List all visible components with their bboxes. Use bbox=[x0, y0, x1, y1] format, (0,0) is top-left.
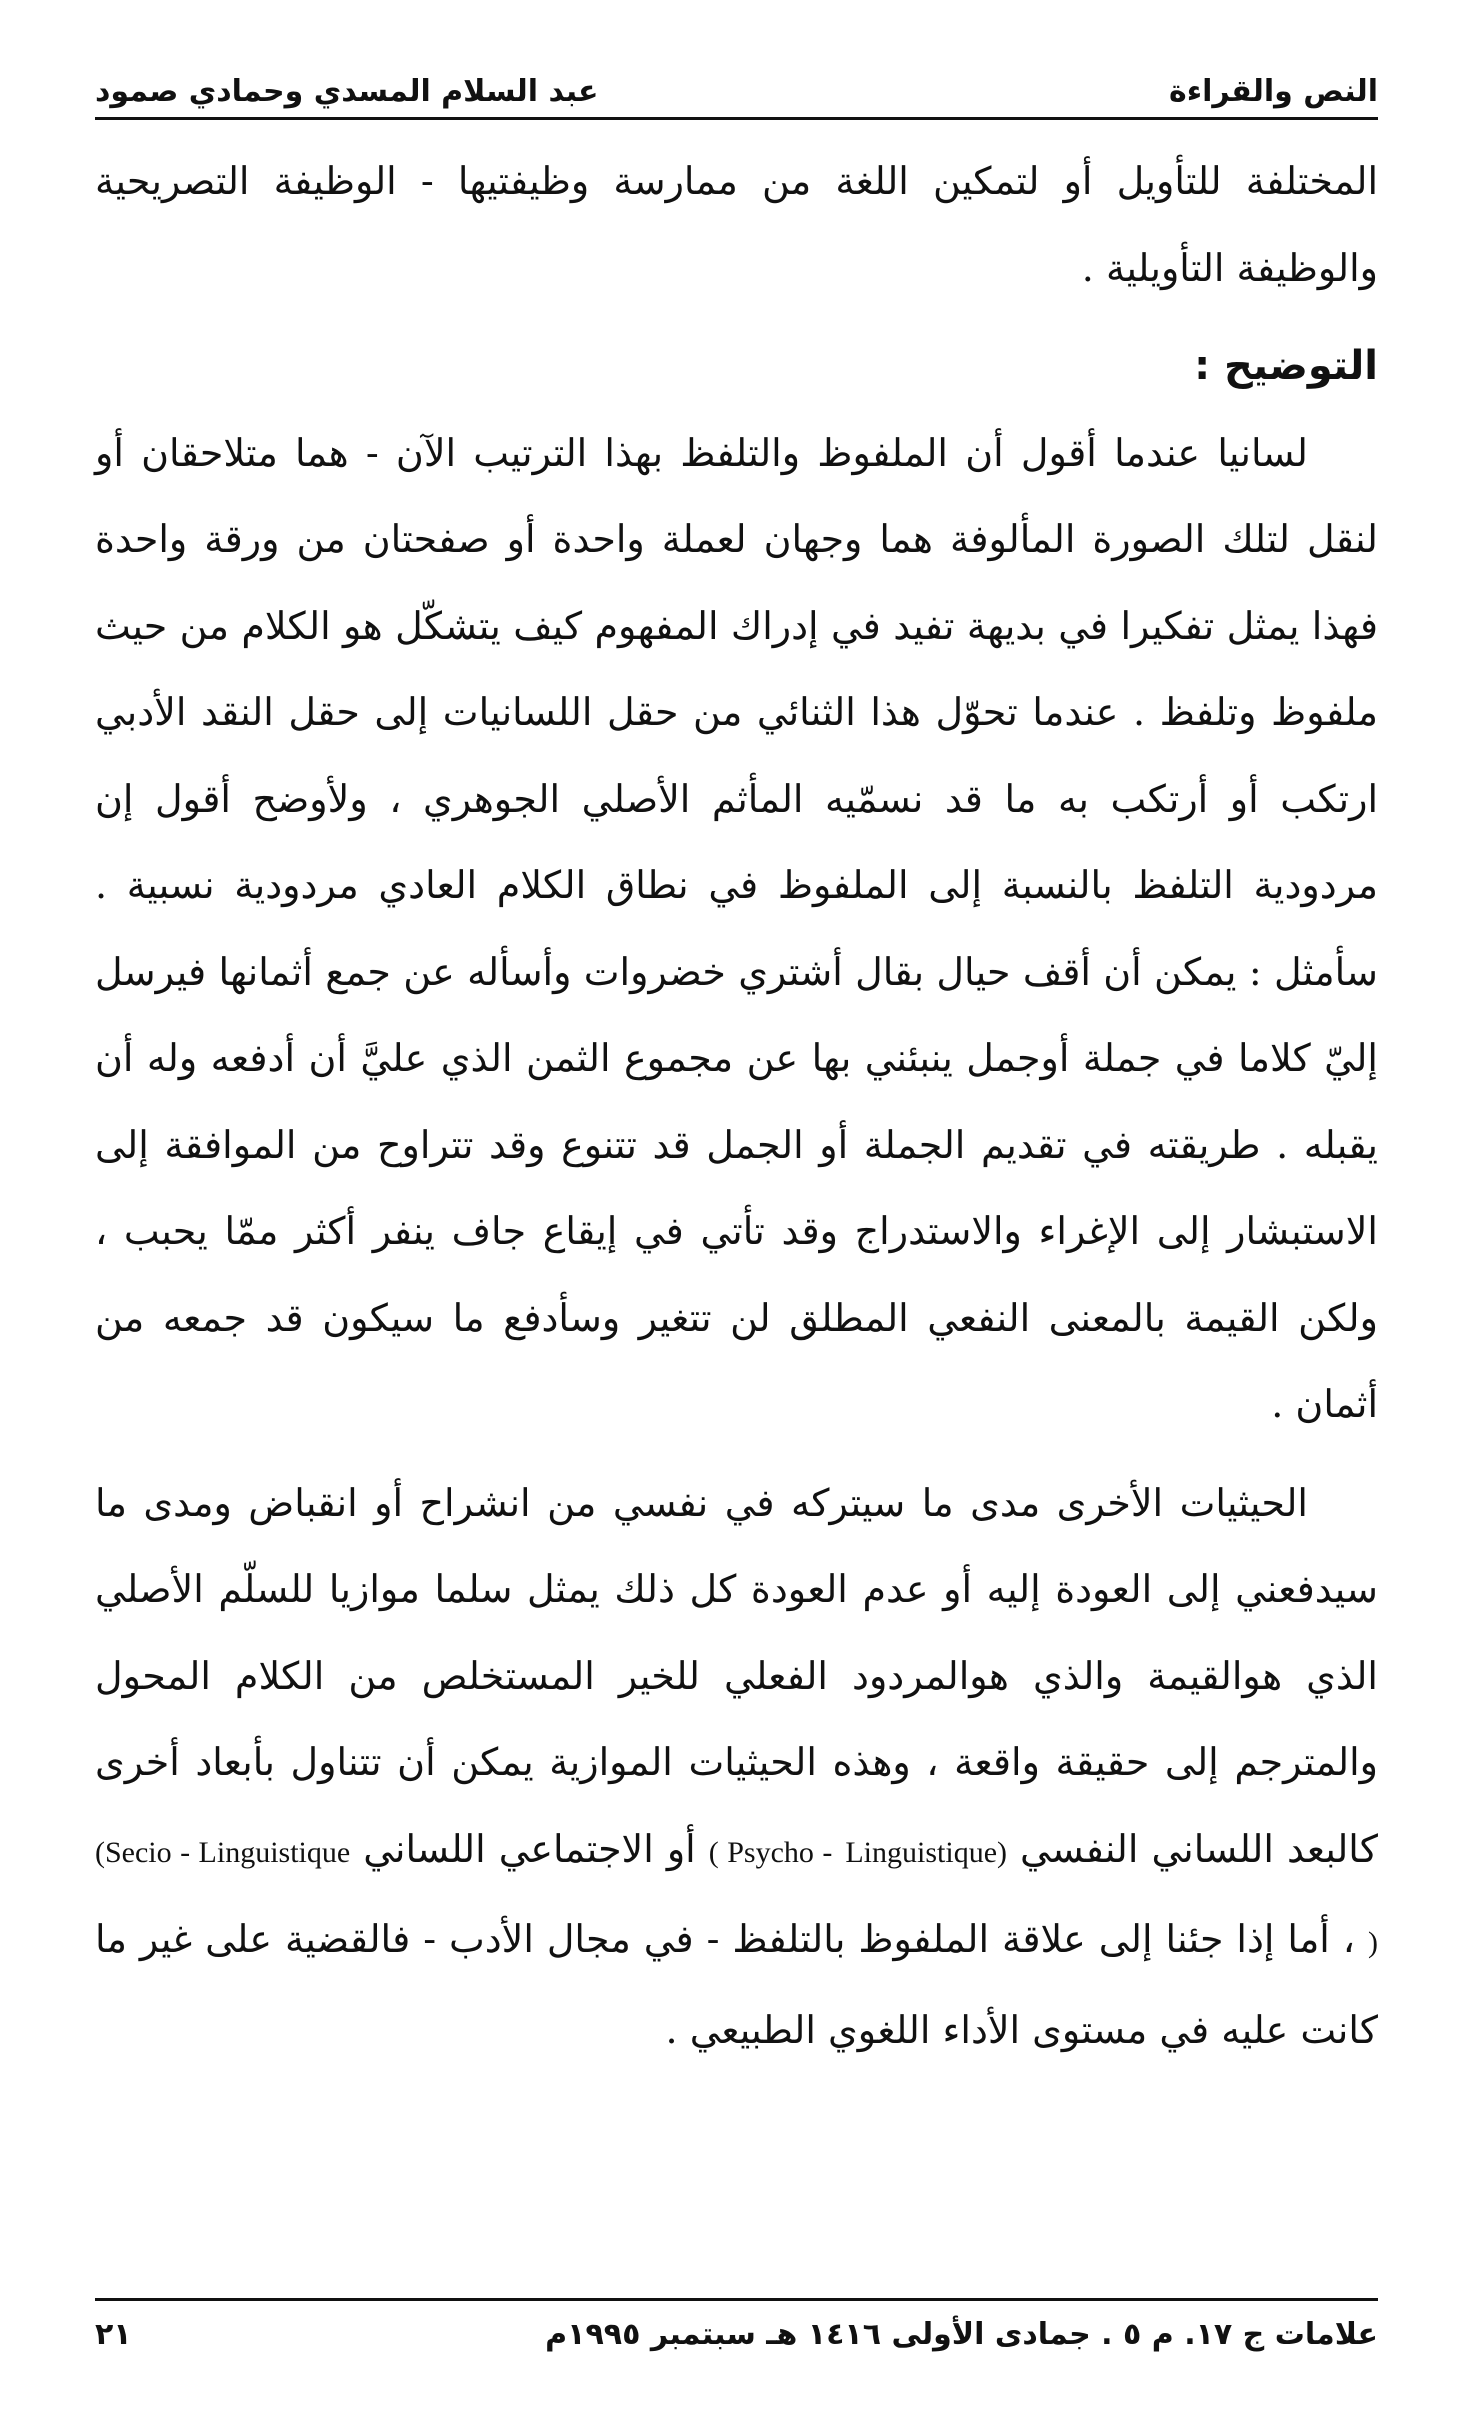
paragraph-2-part-a: الحيثيات الأخرى مدى ما سيتركه في نفسي من انشراح أو انقباض ومدى ما سيدفعني إلى العودة إليه أو عدم العودة كل ذلك يمثل سلما موازيا للسلّم الأصلي الذي هوالقيمة والذي هوالمردود الفعلي للخير المستخلص من الكلام المحول والمترجم إلى حقيقة واقعة ، وهذه الحيثيات الموازية يمكن أن تتناول بأبعاد أخرى كالبعد اللساني النفسي bbox=[95, 1480, 1378, 1871]
intro-paragraph: المختلفة للتأويل أو لتمكين اللغة من ممارسة وظيفتيها - الوظيفة التصريحية والوظيفة التأويلية . bbox=[95, 159, 1378, 290]
paragraph-2-part-b: أو الاجتماعي اللساني bbox=[363, 1826, 696, 1871]
latin-term-psycho: ( Psycho - bbox=[708, 1835, 833, 1869]
journal-page bbox=[95, 60, 1378, 2360]
authors-line: عبد السلام المسدي وحمادي صمود bbox=[95, 74, 599, 109]
latin-term-socio: (Secio - Linguistique ) bbox=[95, 1835, 1378, 1959]
latin-term-linguistique: Linguistique) bbox=[845, 1835, 1008, 1869]
journal-citation: علامات ج ١٧. م ٥ . جمادى الأولى ١٤١٦ هـ سبتمبر ١٩٩٥م bbox=[545, 2317, 1378, 2352]
section-heading: التوضيح : bbox=[1194, 343, 1378, 389]
body-paragraph-1: لسانيا عندما أقول أن الملفوظ والتلفظ بهذا الترتيب الآن - هما متلاحقان أو لنقل لتلك الصورة المألوفة هما وجهان لعملة واحدة أو صفحتان من ورقة واحدة فهذا يمثل تفكيرا في بديهة تفيد في إدراك المفهوم كيف يتشكّل هو الكلام من حيث ملفوظ وتلفظ . عندما تحوّل هذا الثنائي من حقل اللسانيات إلى حقل النقد الأدبي ارتكب أو أرتكب به ما قد نسمّيه المأثم الأصلي الجوهري ، ولأوضح أقول إن مردودية التلفظ بالنسبة إلى الملفوظ في نطاق الكلام العادي مردودية نسبية . سأمثل : يمكن أن أقف حيال بقال أشتري خضروات وأسأله عن جمع أثمانها فيرسل إليّ كلاما في جملة أوجمل ينبئني بها عن مجموع الثمن الذي عليَّ أن أدفعه وله أن يقبله . طريقته في تقديم الجملة أو الجمل قد تتنوع وقد تتراوح من الموافقة إلى الاستبشار إلى الإغراء والاستدراج وقد تأتي في إيقاع جاف ينفر أكثر ممّا يحبب ، ولكن القيمة بالمعنى النفعي المطلق لن تتغير وسأدفع ما سيكون قد جمعه من أثمان . bbox=[95, 430, 1378, 1426]
page-footer bbox=[95, 2298, 1378, 2352]
running-header bbox=[95, 60, 1378, 120]
article-body bbox=[95, 138, 1378, 2073]
page-number: ٢١ bbox=[95, 2317, 132, 2352]
section-title: النص والقراءة bbox=[1169, 74, 1378, 109]
paragraph-2-part-c: ، أما إذا جئنا إلى علاقة الملفوظ بالتلفظ - في مجال الأدب - فالقضية على غير ما كانت عليه في مستوى الأداء اللغوي الطبيعي . bbox=[95, 1917, 1378, 2052]
body-paragraph-2 bbox=[95, 1460, 1378, 2074]
